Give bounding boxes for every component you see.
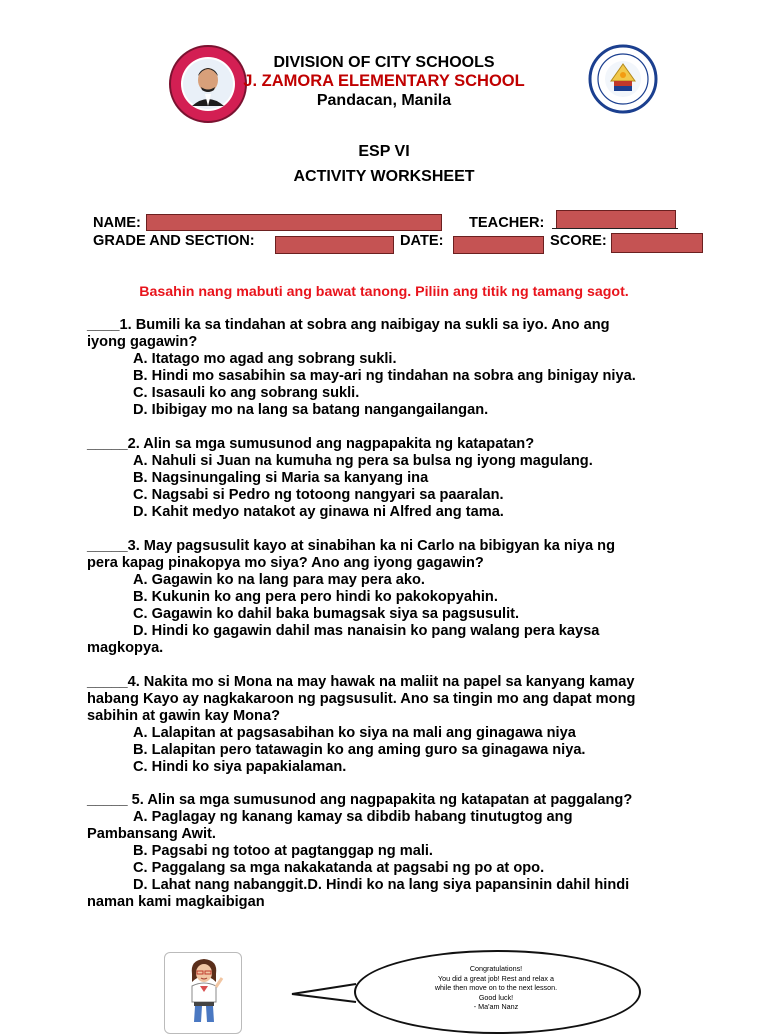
bubble-line-1: Congratulations! bbox=[469, 964, 523, 973]
question-2-option-d: D. Kahit medyo natakot ay ginawa ni Alfred ang tama. bbox=[133, 504, 504, 520]
speech-bubble-tail bbox=[290, 980, 360, 1010]
question-4-option-c: C. Hindi ko siya papakialaman. bbox=[133, 759, 347, 775]
worksheet-title: ACTIVITY WORKSHEET bbox=[293, 168, 475, 185]
question-1-option-a: A. Itatago mo agad ang sobrang sukli. bbox=[133, 351, 397, 367]
grade-section-label: GRADE AND SECTION: bbox=[93, 233, 255, 249]
question-5-option-a: A. Paglagay ng kanang kamay sa dibdib habang tinutugtog ang bbox=[133, 809, 573, 825]
bubble-line-4: Good luck! bbox=[478, 992, 514, 1002]
instructions: Basahin nang mabuti ang bawat tanong. Piliin ang titik ng tamang sagot. bbox=[139, 284, 629, 300]
date-field-redacted bbox=[453, 236, 544, 254]
question-4-text-line-2: habang Kayo ay nagkakaroon ng pagsusulit. Ano sa tingin mo ang dapat mong bbox=[87, 691, 636, 707]
question-5-option-d-continued: naman kami magkaibigan bbox=[87, 894, 265, 910]
grade-section-field-redacted bbox=[275, 236, 394, 254]
bubble-line-3: while then move on to the next lesson. bbox=[434, 983, 558, 992]
speech-bubble-message bbox=[380, 964, 612, 1012]
question-4-option-a: A. Lalapitan at pagsasabihan ko siya na mali ang ginagawa niya bbox=[133, 725, 576, 741]
question-3 bbox=[87, 538, 687, 657]
question-2-text: _____2. Alin sa mga sumusunod ang nagpapakita ng katapatan? bbox=[87, 436, 535, 452]
question-1-option-b: B. Hindi mo sasabihin sa may-ari ng tindahan na sobra ang binigay niya. bbox=[133, 368, 636, 384]
question-5-text: _____ 5. Alin sa mga sumusunod ang nagpapakita ng katapatan at paggalang? bbox=[87, 792, 633, 808]
question-1-option-c: C. Isasauli ko ang sobrang sukli. bbox=[133, 385, 360, 401]
question-3-option-c: C. Gagawin ko dahil baka bumagsak siya sa pagsusulit. bbox=[133, 606, 520, 622]
question-4-option-b: B. Lalapitan pero tatawagin ko ang aming guro sa ginagawa niya. bbox=[133, 742, 586, 758]
bubble-line-5: - Ma'am Nanz bbox=[473, 1002, 519, 1011]
teacher-label: TEACHER: bbox=[469, 215, 545, 231]
question-5-option-c: C. Paggalang sa mga nakakatanda at pagsabi ng po at opo. bbox=[133, 860, 545, 876]
teacher-field-redacted bbox=[556, 210, 676, 229]
school-location: Pandacan, Manila bbox=[316, 92, 452, 109]
question-2 bbox=[87, 436, 687, 521]
subject-title: ESP VI bbox=[358, 143, 410, 160]
question-5-option-a-continued: Pambansang Awit. bbox=[87, 826, 216, 842]
question-4-text-line-3: sabihin at gawin kay Mona? bbox=[87, 708, 280, 724]
question-3-option-d: D. Hindi ko gagawin dahil mas nanaisin ko pang walang pera kaysa bbox=[133, 623, 600, 639]
question-4 bbox=[87, 674, 687, 776]
question-1-option-d: D. Ibibigay mo na lang sa batang nangangailangan. bbox=[133, 402, 489, 418]
score-label: SCORE: bbox=[550, 233, 607, 249]
question-5 bbox=[87, 792, 687, 911]
question-3-option-b: B. Kukunin ko ang pera pero hindi ko pakokopyahin. bbox=[133, 589, 498, 605]
question-3-option-d-continued: magkopya. bbox=[87, 640, 164, 656]
bubble-line-2: You did a great job! Rest and relax a bbox=[437, 973, 554, 983]
question-1 bbox=[87, 317, 687, 419]
question-5-option-d: D. Lahat nang nabanggit.D. Hindi ko na lang siya papansinin dahil hindi bbox=[133, 877, 630, 893]
name-label: NAME: bbox=[93, 215, 141, 231]
question-3-text-line-2: pera kapag pinakopya mo siya? Ano ang iyong gagawin? bbox=[87, 555, 484, 571]
name-field-redacted bbox=[146, 214, 442, 231]
date-label: DATE: bbox=[400, 233, 444, 249]
question-2-option-c: C. Nagsabi si Pedro ng totoong nangyari sa paaralan. bbox=[133, 487, 504, 503]
teacher-cartoon-illustration bbox=[180, 956, 228, 1024]
question-1-text-line-1: ____1. Bumili ka sa tindahan at sobra ang naibigay na sukli sa iyo. Ano ang bbox=[87, 317, 610, 333]
question-4-text-line-1: _____4. Nakita mo si Mona na may hawak na maliit na papel sa kanyang kamay bbox=[87, 674, 635, 690]
question-3-option-a: A. Gagawin ko na lang para may pera ako. bbox=[133, 572, 425, 588]
division-heading: DIVISION OF CITY SCHOOLS bbox=[273, 54, 495, 71]
question-1-text-line-2: iyong gagawin? bbox=[87, 334, 198, 350]
teacher-underline bbox=[552, 228, 678, 229]
score-field-redacted bbox=[611, 233, 703, 253]
question-3-text-line-1: _____3. May pagsusulit kayo at sinabihan ka ni Carlo na bibigyan ka niya ng bbox=[87, 538, 615, 554]
question-2-option-a: A. Nahuli si Juan na kumuha ng pera sa bulsa ng iyong magulang. bbox=[133, 453, 593, 469]
school-name: J. ZAMORA ELEMENTARY SCHOOL bbox=[243, 72, 525, 90]
question-2-option-b: B. Nagsinungaling si Maria sa kanyang ina bbox=[133, 470, 429, 486]
question-5-option-b: B. Pagsabi ng totoo at pagtanggap ng mali. bbox=[133, 843, 433, 859]
